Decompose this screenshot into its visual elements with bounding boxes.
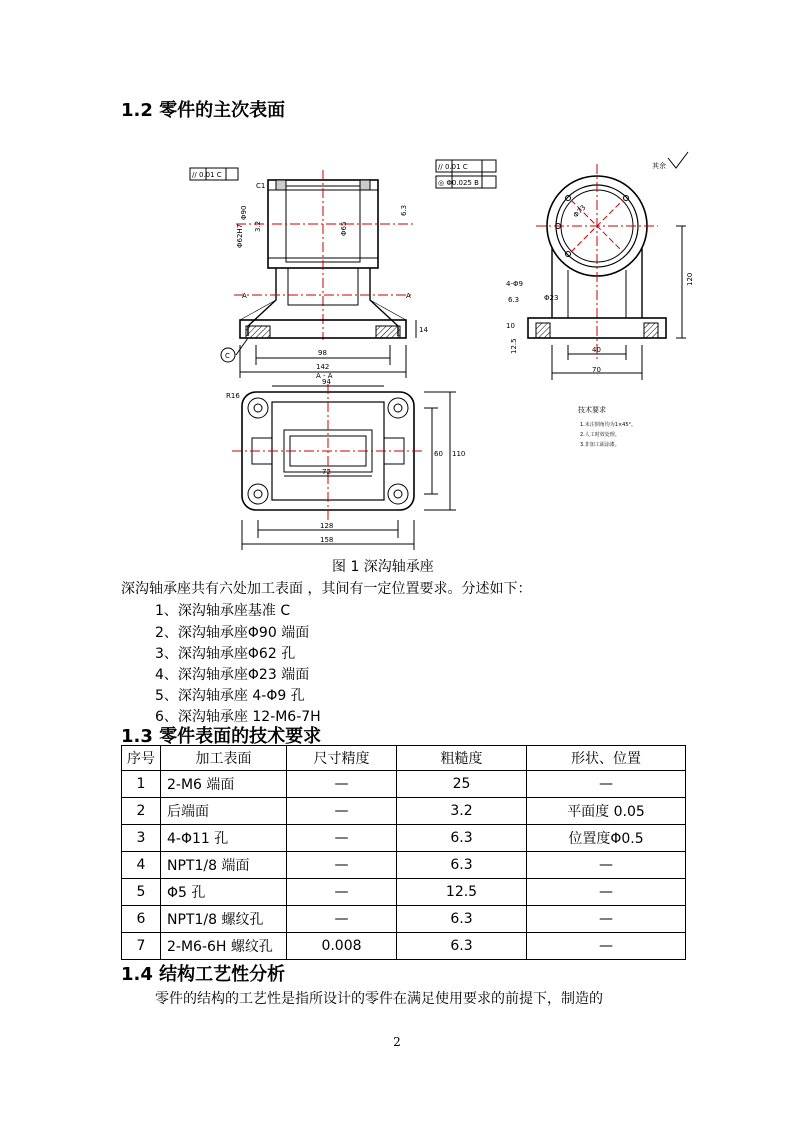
tech-3: 3.非加工面涂漆。	[580, 442, 620, 448]
cell: 6.3	[397, 852, 527, 879]
table-row	[122, 933, 686, 960]
header-index: 序号	[122, 746, 161, 771]
lbl-w142: 142	[316, 363, 330, 371]
lbl-w128: 128	[320, 522, 334, 530]
cell: 6.3	[397, 933, 527, 960]
cell: 1	[122, 771, 161, 798]
tech-title: 技术要求	[578, 406, 606, 414]
header-precision: 尺寸精度	[287, 746, 397, 771]
lbl-w72: 72	[322, 468, 331, 476]
lbl-d23: Φ23	[544, 294, 559, 302]
lbl-w158: 158	[320, 536, 334, 544]
lbl-r16: R16	[226, 392, 240, 400]
section-1-4-title: 1.4 结构工艺性分析	[121, 964, 286, 985]
table-header-row	[122, 746, 686, 771]
cell: 12.5	[397, 879, 527, 906]
cell: 25	[397, 771, 527, 798]
cell: 2-M6 端面	[161, 771, 287, 798]
cell: 3.2	[397, 798, 527, 825]
lbl-a-right: A	[406, 292, 411, 300]
page-number: 2	[393, 1035, 401, 1049]
lbl-d62: Φ62H7	[236, 223, 244, 248]
cell: 6.3	[397, 825, 527, 852]
cell: 6	[122, 906, 161, 933]
cell: —	[527, 906, 686, 933]
technical-drawing	[176, 140, 736, 550]
lbl-r32: 3.2	[254, 220, 262, 232]
lbl-datum-c: C	[225, 352, 230, 360]
cell: 7	[122, 933, 161, 960]
lbl-top-94: 94	[322, 378, 331, 386]
tech-1: 1.未注倒角均为1×45°。	[580, 422, 637, 428]
list-item: 1、深沟轴承座基准 C	[155, 603, 291, 619]
cell: 3	[122, 825, 161, 852]
lbl-h14: 14	[419, 326, 428, 334]
section-1-4-paragraph: 零件的结构的工艺性是指所设计的零件在满足使用要求的前提下，制造的	[155, 991, 603, 1007]
intro-paragraph: 深沟轴承座共有六处加工表面 ，其间有一定位置要求。分述如下：	[121, 581, 532, 597]
cell: Φ5 孔	[161, 879, 287, 906]
lbl-tol-conc-1: // 0.01 C	[438, 163, 468, 171]
section-1-2-title: 1.2 零件的主次表面	[121, 100, 286, 121]
lbl-r125: 12.5	[510, 338, 518, 354]
cell: —	[287, 798, 397, 825]
lbl-w40: 40	[592, 346, 601, 354]
cell: —	[287, 906, 397, 933]
list-item: 6、深沟轴承座 12-M6-7H	[155, 709, 321, 725]
lbl-r63: 6.3	[400, 204, 408, 216]
list-item: 5、深沟轴承座 4-Φ9 孔	[155, 688, 305, 704]
cell: —	[287, 825, 397, 852]
cell: —	[287, 879, 397, 906]
lbl-4-d9: 4-Φ9	[506, 280, 523, 288]
lbl-h60: 60	[434, 450, 443, 458]
cell: NPT1/8 端面	[161, 852, 287, 879]
lbl-c1: C1	[256, 182, 266, 190]
header-shape-position: 形状、位置	[527, 746, 686, 771]
lbl-h120: 120	[686, 272, 694, 286]
lbl-d90: Φ90	[240, 205, 248, 220]
table-row	[122, 852, 686, 879]
lbl-d65: Φ65	[340, 221, 348, 236]
cell: 4	[122, 852, 161, 879]
table-row	[122, 771, 686, 798]
lbl-d73: Φ73	[571, 203, 588, 220]
header-roughness: 粗糙度	[397, 746, 527, 771]
cell: NPT1/8 螺纹孔	[161, 906, 287, 933]
table-row	[122, 798, 686, 825]
section-1-3-title: 1.3 零件表面的技术要求	[121, 726, 322, 747]
lbl-tol-flat: // 0.01 C	[192, 171, 222, 179]
cell: 2-M6-6H 螺纹孔	[161, 933, 287, 960]
lbl-h10: 10	[506, 322, 515, 330]
cell: 位置度Φ0.5	[527, 825, 686, 852]
lbl-tol-conc-2: ◎ Φ0.025 B	[438, 179, 479, 187]
cell: 2	[122, 798, 161, 825]
cell: 0.008	[287, 933, 397, 960]
cell: 平面度 0.05	[527, 798, 686, 825]
cell: —	[527, 933, 686, 960]
figure-caption: 图 1 深沟轴承座	[332, 559, 434, 575]
cell: —	[287, 771, 397, 798]
cell: —	[527, 879, 686, 906]
lbl-section-aa: A - A	[316, 372, 333, 380]
list-item: 3、深沟轴承座Φ62 孔	[155, 646, 296, 662]
lbl-w98: 98	[318, 349, 327, 357]
cell: 6.3	[397, 906, 527, 933]
lbl-other-rough: 其余	[652, 162, 666, 170]
cell: —	[527, 771, 686, 798]
lbl-w70: 70	[592, 366, 601, 374]
lbl-h110: 110	[452, 450, 466, 458]
lbl-a-left: A	[242, 292, 247, 300]
requirements-table	[121, 745, 686, 960]
cell: —	[527, 852, 686, 879]
table-row	[122, 879, 686, 906]
list-item: 4、深沟轴承座Φ23 端面	[155, 667, 310, 683]
list-item: 2、深沟轴承座Φ90 端面	[155, 625, 310, 641]
cell: 4-Φ11 孔	[161, 825, 287, 852]
tech-2: 2.人工时效处理。	[580, 432, 620, 438]
lbl-r63b: 6.3	[508, 296, 520, 304]
cell: —	[287, 852, 397, 879]
cell: 5	[122, 879, 161, 906]
table-row	[122, 825, 686, 852]
header-surface: 加工表面	[161, 746, 287, 771]
cell: 后端面	[161, 798, 287, 825]
table-row	[122, 906, 686, 933]
